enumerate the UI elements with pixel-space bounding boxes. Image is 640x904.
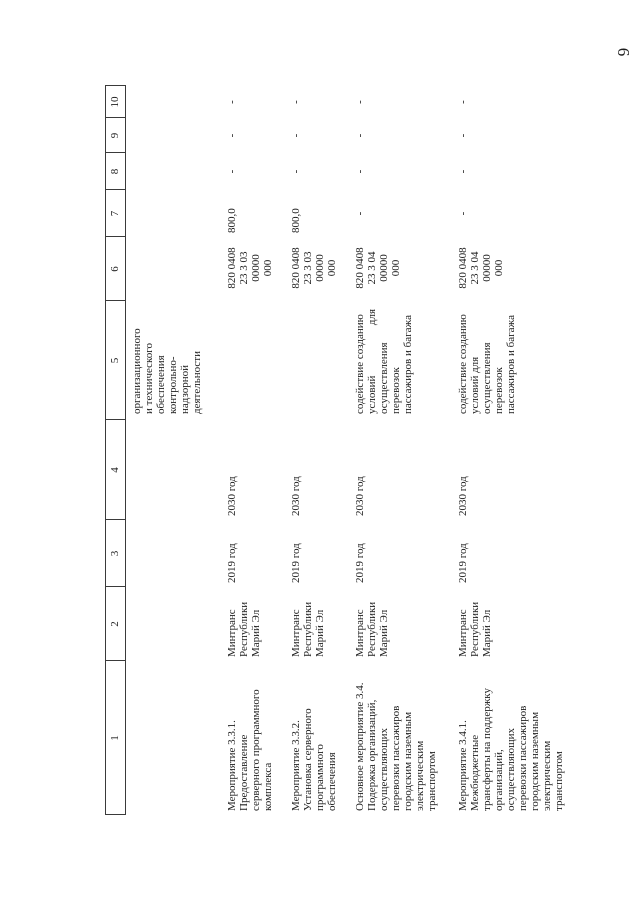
row1-end-year: 2030 год [226,476,238,516]
page-number: 6 [614,47,633,57]
row1-start-year: 2019 год [226,543,238,583]
row3-col10: - [354,100,366,104]
row3-amount: - [354,211,366,216]
row3-budget-code: 820 0408 23 3 04 00000 000 [354,247,402,289]
row1-col9: - [226,133,238,138]
row2-col10: - [290,100,302,104]
column-number-9: 9 [109,132,121,139]
column-number-3: 3 [109,550,121,557]
row4-start-year: 2019 год [457,543,469,583]
row3-col8: - [354,169,366,174]
column-number-1: 1 [109,735,121,741]
row4-budget-code: 820 0408 23 3 04 00000 000 [457,247,505,289]
row1-amount: 800,0 [226,208,238,233]
column-number-6: 6 [109,266,121,272]
row4-col10: - [457,100,469,104]
column-number-10: 10 [109,96,121,108]
row1-col8: - [226,169,238,174]
row4-col8: - [457,169,469,174]
row4-result: содействие созданию условий для осуществления перевозок пассажиров и багажа [457,314,517,414]
row2-col9: - [290,133,302,138]
row3-col9: - [354,133,366,138]
row3-activity: Основное мероприятие 3.4. Подержка организаций, осуществляющих перевозки пассажиров городским наземным электрическим транспортом [354,682,438,811]
row1-activity: Мероприятие 3.3.1. Предоставление серверного программного комплекса [226,689,274,811]
column-number-2: 2 [109,621,121,627]
row2-budget-code: 820 0408 23 3 03 00000 000 [290,247,338,289]
column-number-7: 7 [109,210,121,217]
row3-result: содействие созданию условий для осуществления перевозок пассажиров и багажа [354,309,414,414]
column-number-4: 4 [109,467,121,473]
header-bottom-border [125,85,126,815]
row2-col8: - [290,169,302,174]
row4-amount: - [457,211,469,216]
row4-activity: Мероприятие 3.4.1. Межбюджетные трансферты на поддержку организаций, осуществляющих перевозки пассажиров городским наземным электрическим транспортом [457,688,565,811]
row4-executor: Минтранс Республики Марий Эл [457,601,493,657]
row2-start-year: 2019 год [290,543,302,583]
column-number-8: 8 [109,168,121,175]
row4-col9: - [457,133,469,138]
row1-budget-code: 820 0408 23 3 03 00000 000 [226,247,274,289]
programme-activities-table [105,85,635,815]
continuation-text: организационного и технического обеспечения контрольно- надзорной деятельности [131,328,203,414]
row4-end-year: 2030 год [457,476,469,516]
row3-start-year: 2019 год [354,543,366,583]
column-number-5: 5 [109,357,121,364]
row2-end-year: 2030 год [290,476,302,516]
row2-activity: Мероприятие 3.3.2. Установка серверного программного обеспечения [290,708,338,811]
row3-end-year: 2030 год [354,476,366,516]
row1-col10: - [226,100,238,104]
row2-executor: Минтранс Республики Марий Эл [290,601,326,657]
row2-amount: 800,0 [290,208,302,233]
row1-executor: Минтранс Республики Марий Эл [226,601,262,657]
row3-executor: Минтранс Республики Марий Эл [354,601,390,657]
